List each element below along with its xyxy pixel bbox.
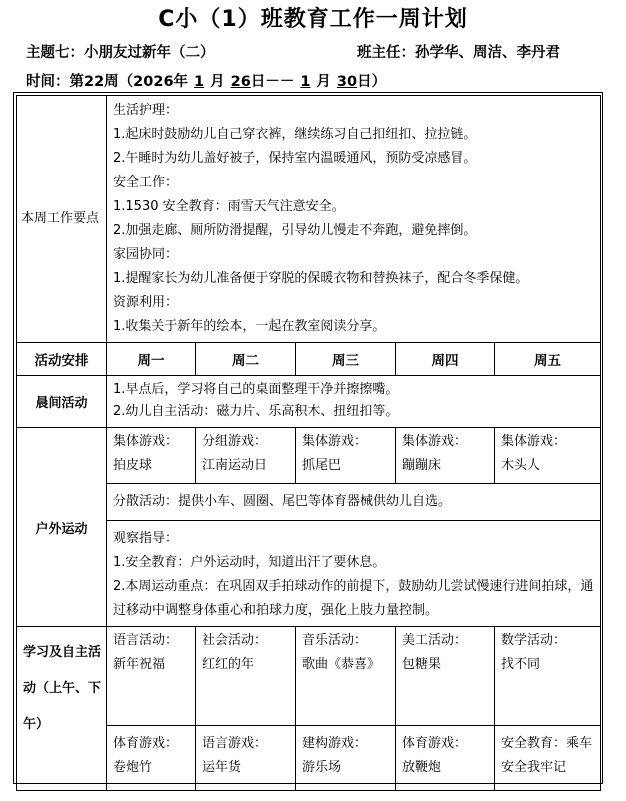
- day-thursday: 周四: [396, 343, 495, 376]
- outdoor-game-cell: 集体游戏： 蹦蹦床: [396, 428, 495, 484]
- outdoor-games-row: [17, 428, 601, 484]
- focus-line: 安全工作：: [113, 175, 179, 190]
- day-label: 日）: [357, 74, 387, 90]
- focus-row: [17, 96, 601, 343]
- date-line: [26, 70, 386, 91]
- day-monday: 周一: [107, 343, 196, 376]
- focus-line: 1.起床时鼓励幼儿自己穿衣裤，继续练习自己扣纽扣、拉拉链。: [113, 127, 477, 142]
- learning-cell: 体育游戏： 卷炮竹: [107, 726, 196, 791]
- learning-cell: 数学活动： 找不同: [495, 627, 601, 726]
- outdoor-game-cell: 集体游戏： 木头人: [495, 428, 601, 484]
- guide-line: 1.安全教育：户外运动时，知道出汗了要休息。: [113, 555, 386, 570]
- end-day: 30: [336, 74, 358, 90]
- focus-line: 1.提醒家长为幼儿准备便于穿脱的保暖衣物和替换袜子，配合冬季保健。: [113, 271, 529, 286]
- outdoor-game-cell: 集体游戏： 抓尾巴: [296, 428, 396, 484]
- guide-line: 2.本周运动重点：在巩固双手拍球动作的前提下，鼓励幼儿尝试慢速行进间拍球，通过移动中调整身体重心和拍球力度，强化上肢力量控制。: [113, 579, 594, 618]
- focus-content: [107, 96, 601, 343]
- learning-cell: 美工活动： 包糖果: [396, 627, 495, 726]
- guide-line: 观察指导：: [113, 531, 179, 546]
- morning-row: [17, 376, 601, 428]
- day-tuesday: 周二: [196, 343, 296, 376]
- morning-line: 1.早点后，学习将自己的桌面整理干净并擦擦嘴。: [113, 382, 399, 397]
- outdoor-game-cell: 分组游戏： 江南运动日: [196, 428, 296, 484]
- theme-text: 主题七：小朋友过新年（二）: [26, 45, 215, 61]
- day-wednesday: 周三: [296, 343, 396, 376]
- header-info: [26, 41, 596, 63]
- date-prefix: 时间：第22周（2026年: [26, 74, 189, 90]
- focus-line: 资源利用：: [113, 295, 179, 310]
- learning-cell: 社会活动： 红红的年: [196, 627, 296, 726]
- end-month: 1: [300, 74, 311, 90]
- learning-cell: 语言活动： 新年祝福: [107, 627, 196, 726]
- focus-label: 本周工作要点: [17, 96, 107, 343]
- month-label: 月: [316, 74, 331, 90]
- learning-cell: 体育游戏： 放鞭炮: [396, 726, 495, 791]
- focus-line: 1.收集关于新年的绘本，一起在教室阅读分享。: [113, 319, 386, 334]
- morning-label: 晨间活动: [17, 376, 107, 428]
- focus-line: 2.午睡时为幼儿盖好被子，保持室内温暖通风，预防受凉感冒。: [113, 151, 477, 166]
- focus-line: 1.1530 安全教育：雨雪天气注意安全。: [113, 199, 345, 214]
- learning-cell: 建构游戏： 游乐场: [296, 726, 396, 791]
- page-title: C小（1）班教育工作一周计划: [158, 7, 468, 32]
- teachers-text: 班主任：孙学华、周洁、李丹君: [357, 45, 560, 61]
- learning-cell: 安全教育：乘车 安全我牢记: [495, 726, 601, 791]
- learning-label: 学习及自主活动（上午、下午）: [17, 627, 107, 791]
- focus-line: 2.加强走廊、厕所防滑提醒，引导幼儿慢走不奔跑，避免摔倒。: [113, 223, 477, 238]
- morning-content: [107, 376, 601, 428]
- plan-table: [16, 95, 601, 791]
- start-day: 26: [230, 74, 251, 90]
- outdoor-guide: [107, 521, 601, 627]
- start-month: 1: [194, 74, 205, 90]
- morning-line: 2.幼儿自主活动：磁力片、乐高积木、扭纽扣等。: [113, 404, 399, 419]
- schedule-label: 活动安排: [17, 343, 107, 376]
- day-friday: 周五: [495, 343, 601, 376]
- focus-line: 家园协同：: [113, 247, 179, 262]
- focus-line: 生活护理：: [113, 103, 179, 118]
- learning-row-1: [17, 627, 601, 726]
- learning-cell: 语言游戏： 运年货: [196, 726, 296, 791]
- scattered-activity: 分散活动：提供小车、圆圈、尾巴等体育器械供幼儿自选。: [107, 484, 601, 521]
- month-label: 月: [210, 74, 225, 90]
- outdoor-label: 户外运动: [17, 428, 107, 627]
- schedule-header-row: [17, 343, 601, 376]
- learning-cell: 音乐活动： 歌曲《恭喜》: [296, 627, 396, 726]
- day-label: 日－－: [250, 74, 295, 90]
- outdoor-game-cell: 集体游戏： 拍皮球: [107, 428, 196, 484]
